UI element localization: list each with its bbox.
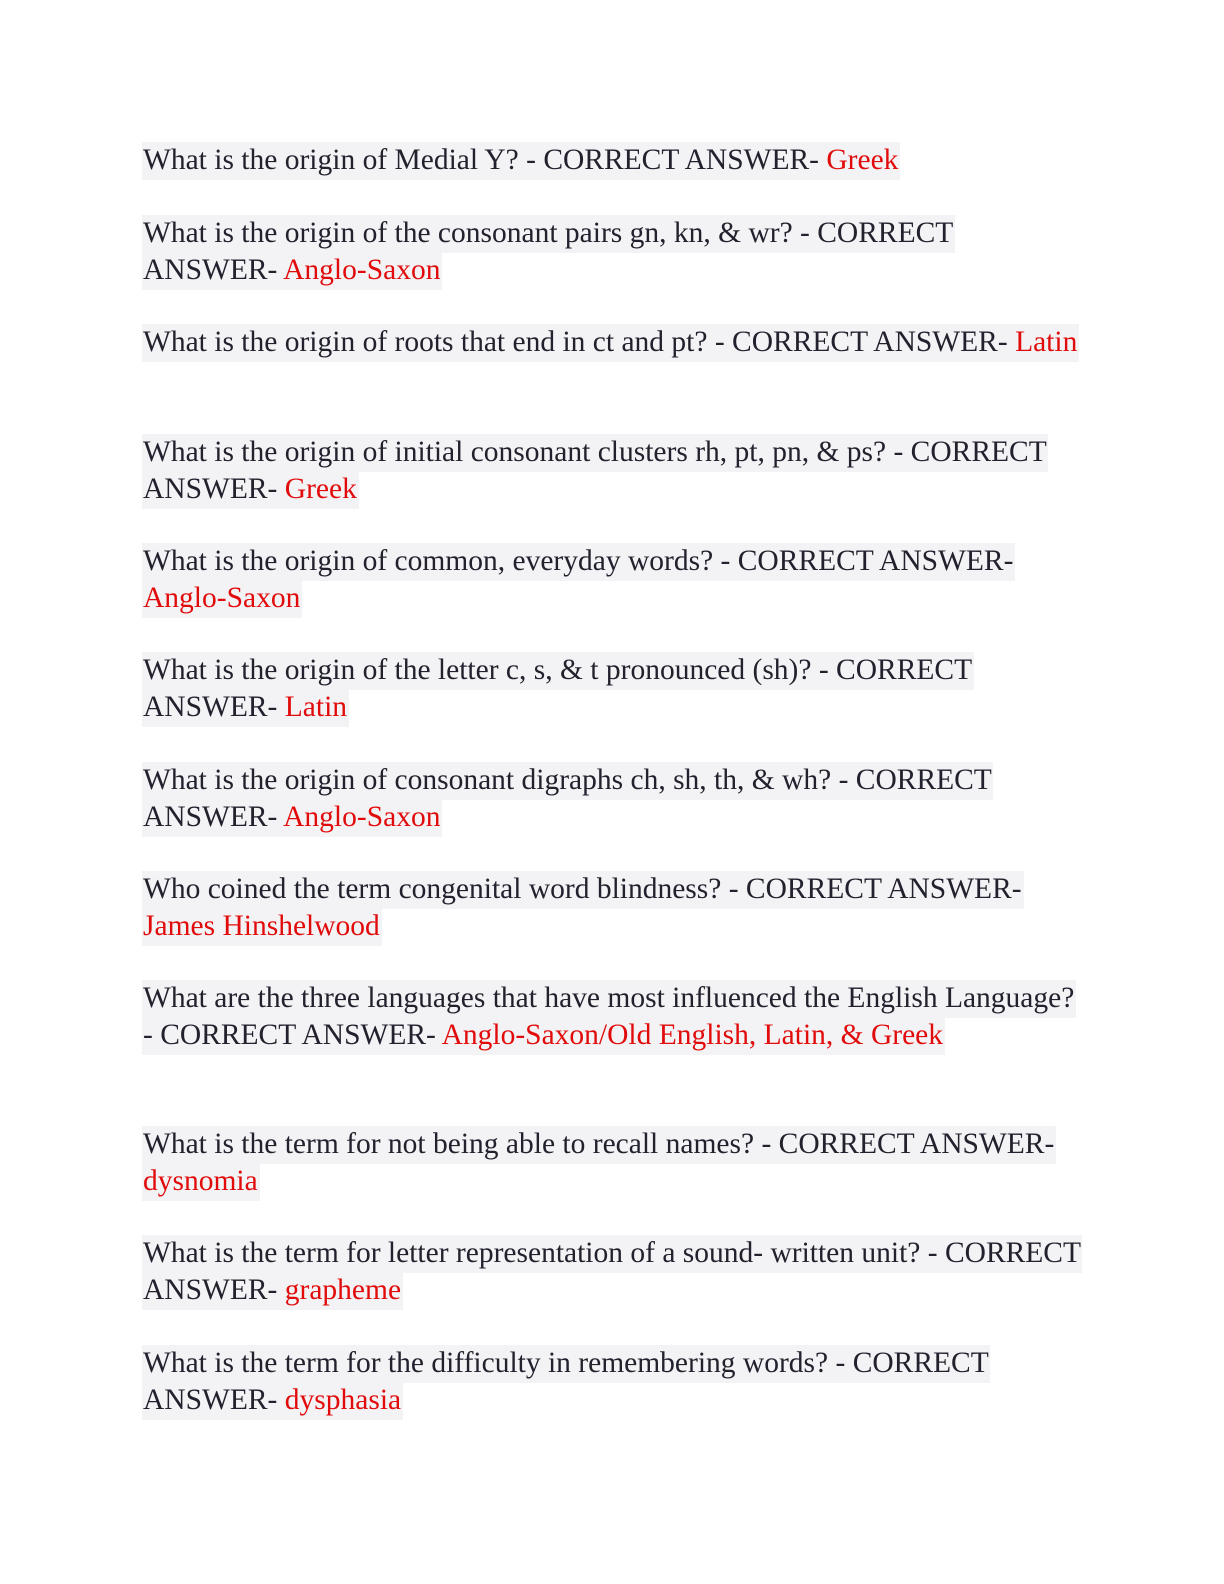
answer-text: James Hinshelwood — [143, 909, 380, 942]
qa-text — [142, 762, 993, 837]
answer-text: Greek — [826, 144, 899, 176]
qa-text — [142, 1235, 1082, 1310]
qa-text — [142, 980, 1076, 1055]
qa-item-digraphs — [142, 762, 1082, 835]
answer-text: Anglo-Saxon — [283, 800, 441, 833]
qa-text — [142, 215, 955, 290]
qa-item-word-blindness — [142, 871, 1082, 944]
question-text: What are the three languages that have most influenced the English Language? - CORRECT ANSWER- — [143, 982, 1075, 1051]
answer-text: Anglo-Saxon — [143, 581, 301, 614]
qa-item-medial-y — [142, 142, 1082, 179]
qa-text — [142, 1345, 990, 1420]
qa-text — [142, 434, 1048, 509]
answer-text: grapheme — [284, 1273, 402, 1306]
qa-text — [142, 1126, 1056, 1201]
question-text: What is the origin of consonant digraphs ch, sh, th, & wh? - CORRECT ANSWER- — [143, 764, 992, 833]
qa-item-roots-ct-pt — [142, 324, 1082, 361]
question-text: What is the term for not being able to recall names? - CORRECT ANSWER- — [143, 1128, 1055, 1160]
qa-text — [142, 543, 1015, 618]
answer-text: Anglo-Saxon — [283, 253, 441, 286]
qa-text — [142, 652, 974, 727]
qa-item-everyday-words — [142, 543, 1082, 616]
question-text: What is the term for letter representation of a sound- written unit? - CORRECT ANSWER- — [143, 1237, 1081, 1306]
qa-text — [142, 871, 1024, 946]
question-text: What is the origin of initial consonant clusters rh, pt, pn, & ps? - CORRECT ANSWER- — [143, 436, 1047, 505]
question-text: What is the origin of common, everyday words? - CORRECT ANSWER- — [143, 545, 1014, 577]
question-text: What is the term for the difficulty in remembering words? - CORRECT ANSWER- — [143, 1347, 989, 1416]
answer-text: Greek — [284, 472, 357, 505]
answer-text: Latin — [1015, 326, 1078, 358]
qa-item-three-languages — [142, 980, 1082, 1053]
answer-text: Anglo-Saxon/Old English, Latin, & Greek — [441, 1018, 944, 1051]
qa-item-grapheme — [142, 1235, 1082, 1308]
qa-item-consonant-pairs — [142, 215, 1082, 288]
answer-text: Latin — [284, 690, 348, 723]
answer-text: dysnomia — [143, 1164, 258, 1197]
qa-text — [142, 142, 900, 180]
question-text: What is the origin of roots that end in ct and pt? - CORRECT ANSWER- — [143, 326, 1016, 358]
question-text: What is the origin of the consonant pairs gn, kn, & wr? - CORRECT ANSWER- — [143, 217, 953, 286]
question-text: What is the origin of the letter c, s, & t pronounced (sh)? - CORRECT ANSWER- — [143, 654, 972, 723]
question-text: What is the origin of Medial Y? - CORRECT ANSWER- — [143, 144, 827, 176]
question-text: Who coined the term congenital word blindness? - CORRECT ANSWER- — [143, 873, 1022, 905]
qa-item-recall-names — [142, 1126, 1082, 1199]
qa-text — [142, 324, 1079, 362]
qa-item-initial-clusters — [142, 434, 1082, 507]
qa-item-remembering-words — [142, 1345, 1082, 1418]
answer-text: dysphasia — [284, 1383, 402, 1416]
qa-item-letter-sh — [142, 652, 1082, 725]
